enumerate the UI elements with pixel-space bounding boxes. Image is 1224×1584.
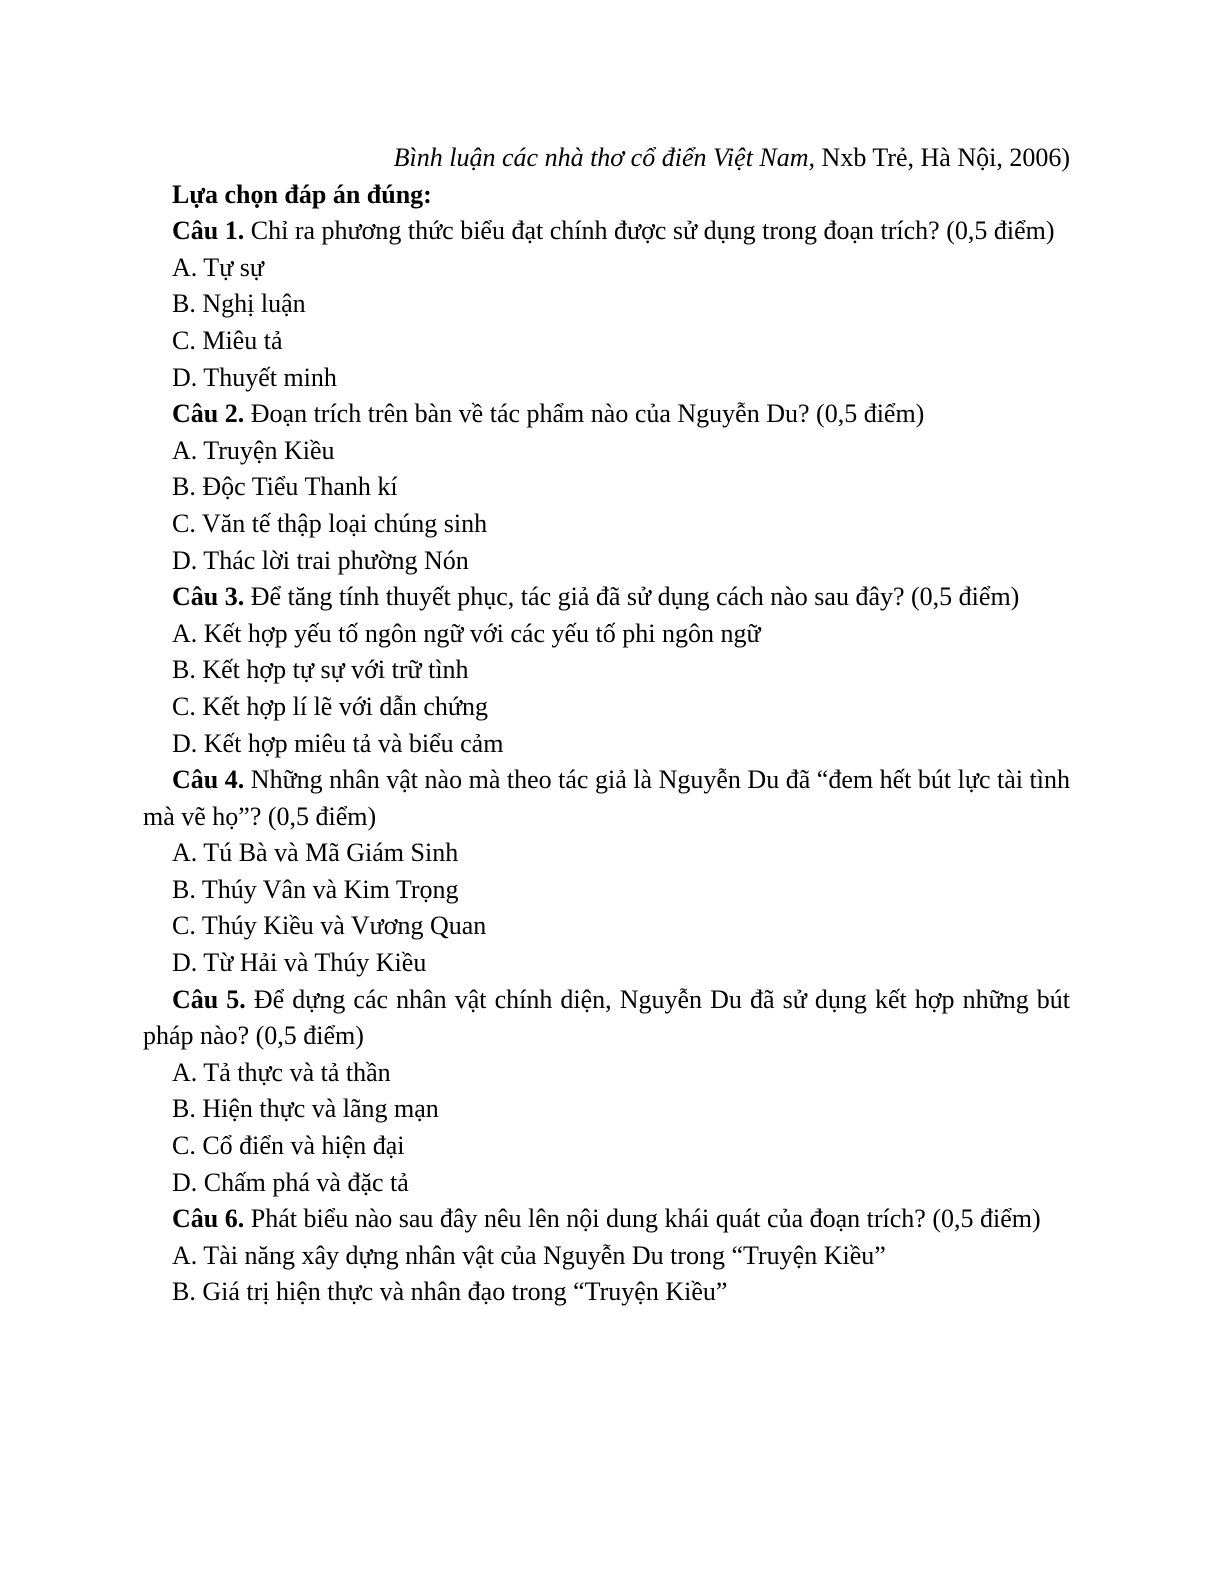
option-1b: B. Nghị luận xyxy=(172,289,306,319)
option-4c: C. Thúy Kiều và Vương Quan xyxy=(172,911,487,941)
question-2 xyxy=(143,396,1070,433)
option-1a: A. Tự sự xyxy=(172,252,264,282)
option-2d: D. Thác lời trai phường Nón xyxy=(172,545,469,575)
question-number: Câu 4. xyxy=(172,765,245,795)
question-number: Câu 1. xyxy=(172,216,245,246)
question-1 xyxy=(143,213,1070,250)
section-heading: Lựa chọn đáp án đúng: xyxy=(172,179,432,209)
question-text: Chỉ ra phương thức biểu đạt chính được sử dụng trong đoạn trích? (0,5 điểm) xyxy=(244,216,1055,246)
source-citation xyxy=(143,140,1070,177)
question-number: Câu 3. xyxy=(172,582,245,612)
option-4a: A. Tú Bà và Mã Giám Sinh xyxy=(172,838,459,868)
option-6a: A. Tài năng xây dựng nhân vật của Nguyễn Du trong “Truyện Kiều” xyxy=(172,1240,886,1270)
option-2a: A. Truyện Kiều xyxy=(172,435,335,465)
option-5c: C. Cổ điển và hiện đại xyxy=(172,1131,405,1161)
option-5a: A. Tả thực và tả thần xyxy=(172,1057,391,1087)
option-2b: B. Độc Tiểu Thanh kí xyxy=(172,472,398,502)
question-3 xyxy=(143,579,1070,616)
option-1d: D. Thuyết minh xyxy=(172,362,337,392)
option-5b: B. Hiện thực và lãng mạn xyxy=(172,1094,439,1124)
question-text: Để tăng tính thuyết phục, tác giả đã sử dụng cách nào sau đây? (0,5 điểm) xyxy=(244,582,1020,612)
question-4 xyxy=(143,762,1070,835)
question-text: Phát biểu nào sau đây nêu lên nội dung khái quát của đoạn trích? (0,5 điểm) xyxy=(244,1204,1041,1234)
option-4b: B. Thúy Vân và Kim Trọng xyxy=(172,874,459,904)
source-publisher: Nxb Trẻ, Hà Nội, 2006) xyxy=(815,143,1070,172)
question-number: Câu 5. xyxy=(172,984,246,1014)
option-3b: B. Kết hợp tự sự với trữ tình xyxy=(172,655,469,685)
option-1c: C. Miêu tả xyxy=(172,325,283,355)
document-page xyxy=(143,140,1070,1311)
question-6 xyxy=(143,1201,1070,1238)
option-5d: D. Chấm phá và đặc tả xyxy=(172,1167,409,1197)
option-4d: D. Từ Hải và Thúy Kiều xyxy=(172,948,427,978)
question-number: Câu 2. xyxy=(172,399,245,429)
option-2c: C. Văn tế thập loại chúng sinh xyxy=(172,508,488,538)
option-3d: D. Kết hợp miêu tả và biểu cảm xyxy=(172,728,504,758)
question-number: Câu 6. xyxy=(172,1204,245,1234)
option-6b: B. Giá trị hiện thực và nhân đạo trong “Truyện Kiều” xyxy=(172,1277,728,1307)
option-3c: C. Kết hợp lí lẽ với dẫn chứng xyxy=(172,691,488,721)
option-3a: A. Kết hợp yếu tố ngôn ngữ với các yếu tố phi ngôn ngữ xyxy=(172,618,761,648)
question-text: Đoạn trích trên bàn về tác phẩm nào của Nguyễn Du? (0,5 điểm) xyxy=(244,399,925,429)
question-text: Những nhân vật nào mà theo tác giả là Nguyễn Du đã “đem hết bút lực tài tình mà vẽ họ”? (0,5 điểm) xyxy=(143,765,1070,831)
question-text: Để dựng các nhân vật chính diện, Nguyễn Du đã sử dụng kết hợp những bút pháp nào? (0,5 điểm) xyxy=(143,984,1070,1051)
source-title: Bình luận các nhà thơ cổ điển Việt Nam, xyxy=(393,143,816,172)
question-5 xyxy=(143,982,1070,1055)
